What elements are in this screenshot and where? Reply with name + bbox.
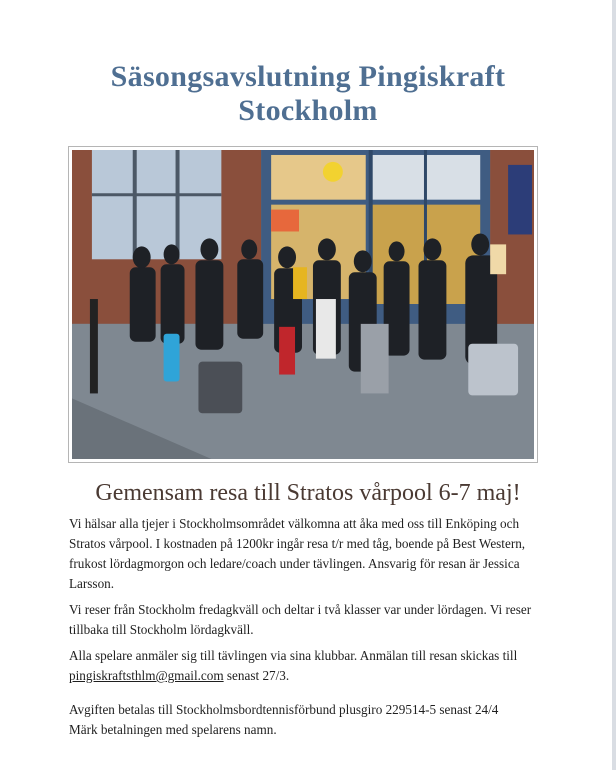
group-photo-illustration: [72, 150, 534, 459]
signup-paragraph: [69, 646, 539, 686]
signup-text: Alla spelare anmäler sig till tävlingen via sina klubbar. Anmälan till resan skickas till: [69, 648, 518, 663]
body-text: [69, 514, 539, 692]
title-line-2: Stockholm: [238, 94, 378, 127]
title-line-1: Säsongsavslutning Pingiskraft: [110, 60, 506, 93]
payment-line-1: Avgiften betalas till Stockholmsbordtennisförbund plusgiro 229514-5 senast 24/4: [69, 702, 499, 717]
payment-info: [69, 700, 539, 740]
deadline-text: senast 27/3.: [226, 668, 290, 683]
page-edge: [612, 0, 616, 770]
payment-line-2: Märk betalningen med spelarens namn.: [69, 722, 277, 737]
page-title: [40, 60, 576, 128]
trip-heading: Gemensam resa till Stratos vårpool 6-7 maj!: [95, 480, 521, 506]
intro-paragraph: Vi hälsar alla tjejer i Stockholmsområdet välkomna att åka med oss till Enköping och Stratos vårpool. I kostnaden på 1200kr ingår resa t/r med tåg, boende på Best Western, frukost lördagmorgon och ledare/coach under tävlingen. Ansvarig för resan är Jessica Larsson.: [69, 516, 526, 591]
group-photo: [68, 146, 538, 463]
email-link[interactable]: pingiskraftsthlm@gmail.com: [69, 668, 224, 683]
schedule-paragraph: Vi reser från Stockholm fredagkväll och deltar i två klasser var under lördagen. Vi reser tillbaka till Stockholm lördagkväll.: [69, 602, 532, 637]
